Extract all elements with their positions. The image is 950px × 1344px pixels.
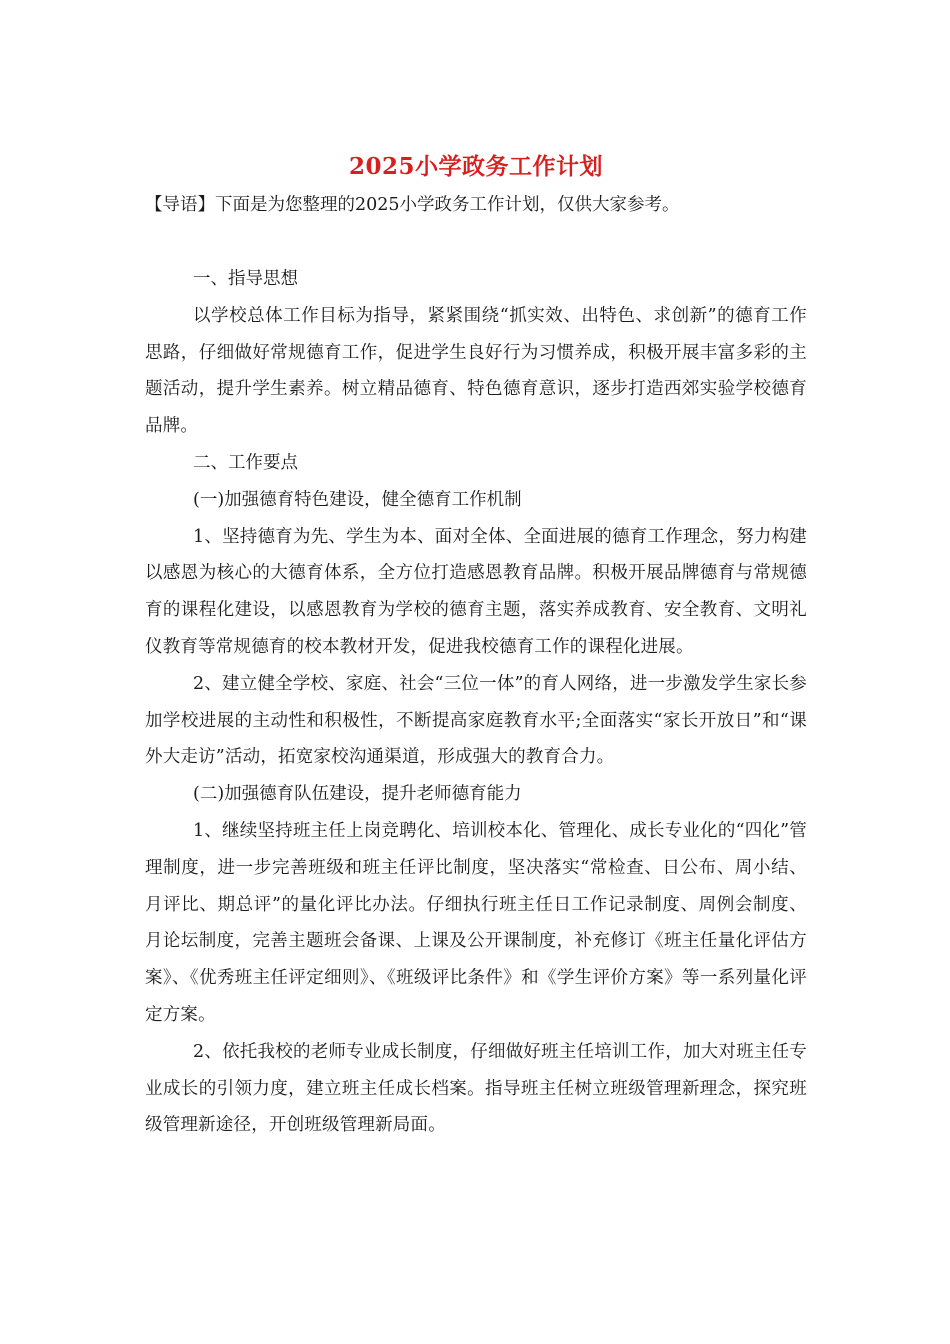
document-title: 2025小学政务工作计划 <box>348 153 603 180</box>
section-heading-guiding-thought: 一、指导思想 <box>193 269 298 289</box>
subsection-heading-teacher-team: (二)加强德育队伍建设，提升老师德育能力 <box>193 784 522 805</box>
intro-paragraph: 【导语】下面是为您整理的2025小学政务工作计划，仅供大家参考。 <box>145 195 680 215</box>
blank-line <box>145 224 807 261</box>
document-page <box>145 148 807 1144</box>
paragraph-guiding-thought: 以学校总体工作目标为指导，紧紧围绕“抓实效、出特色、求创新”的德育工作思路，仔细做好常规德育工作，促进学生良好行为习惯养成，积极开展丰富多彩的主题活动，提升学生素养。树立精品德育、特色德育意识，逐步打造西郊实验学校德育品牌。 <box>145 305 807 437</box>
paragraph-moral-features-1: 1、坚持德育为先、学生为本、面对全体、全面进展的德育工作理念，努力构建以感恩为核心的大德育体系，全方位打造感恩教育品牌。积极开展品牌德育与常规德育的课程化建设，以感恩教育为学校的德育主题，落实养成教育、安全教育、文明礼仪教育等常规德育的校本教材开发，促进我校德育工作的课程化进展。 <box>145 526 807 657</box>
section-heading-work-points: 二、工作要点 <box>193 452 298 473</box>
paragraph-teacher-team-2: 2、依托我校的老师专业成长制度，仔细做好班主任培训工作，加大对班主任专业成长的引领力度，建立班主任成长档案。指导班主任树立班级管理新理念，探究班级管理新途径，开创班级管理新局面。 <box>145 1041 807 1136</box>
subsection-heading-moral-features: (一)加强德育特色建设，健全德育工作机制 <box>193 489 522 510</box>
paragraph-moral-features-2: 2、建立健全学校、家庭、社会“三位一体”的育人网络，进一步激发学生家长参加学校进展的主动性和积极性，不断提高家庭教育水平;全面落实“家长开放日”和“课外大走访”活动，拓宽家校沟通渠道，形成强大的教育合力。 <box>145 673 807 768</box>
paragraph-teacher-team-1: 1、继续坚持班主任上岗竞聘化、培训校本化、管理化、成长专业化的“四化”管理制度，进一步完善班级和班主任评比制度，坚决落实“常检查、日公布、周小结、月评比、期总评”的量化评比办法。仔细执行班主任日工作记录制度、周例会制度、月论坛制度，完善主题班会备课、上课及公开课制度，补充修订《班主任量化评估方案》、《优秀班主任评定细则》、《班级评比条件》和《学生评价方案》等一系列量化评定方案。 <box>145 820 807 1025</box>
